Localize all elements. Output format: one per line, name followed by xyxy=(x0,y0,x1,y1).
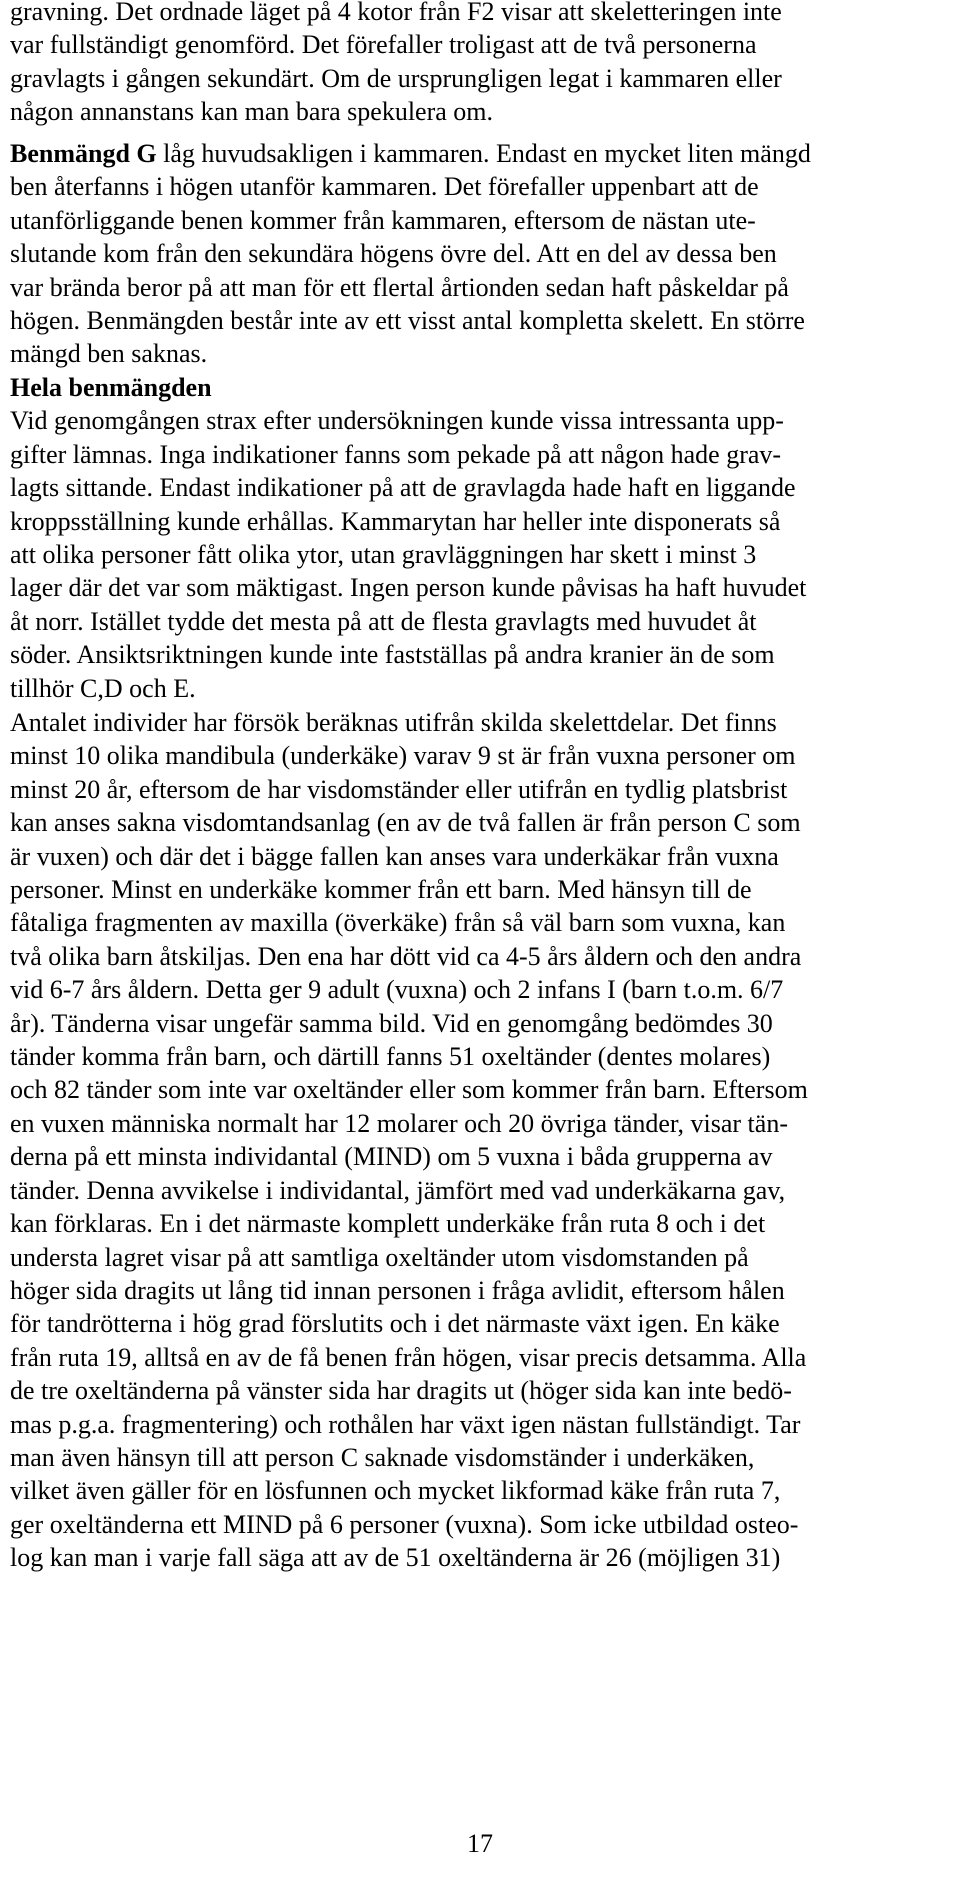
text-line: lager där det var som mäktigast. Ingen person kunde påvisas ha haft huvudet xyxy=(10,573,807,603)
text-line: att olika personer fått olika ytor, utan gravläggningen har skett i minst 3 xyxy=(10,540,757,570)
text-line: log kan man i varje fall säga att av de 51 oxeltänderna är 26 (möjligen 31) xyxy=(10,1543,781,1573)
text-line: understa lagret visar på att samtliga oxeltänder utom visdomstanden på xyxy=(10,1242,749,1272)
text-line: någon annanstans kan man bara spekulera om. xyxy=(10,97,494,127)
text-line: var brända beror på att man för ett flertal årtionden sedan haft påskeldar på xyxy=(10,272,789,302)
text-line: mas p.g.a. fragmentering) och rothålen har växt igen nästan fullständigt. Tar xyxy=(10,1409,801,1439)
text-line: år). Tänderna visar ungefär samma bild. Vid en genomgång bedömdes 30 xyxy=(10,1008,773,1038)
text-line: tänder. Denna avvikelse i individantal, jämfört med vad underkäkarna gav, xyxy=(10,1175,786,1205)
text-line: och 82 tänder som inte var oxeltänder eller som kommer från barn. Eftersom xyxy=(10,1075,808,1105)
text-line: Antalet individer har försök beräknas utifrån skilda skelettdelar. Det finns xyxy=(10,708,777,737)
text-line: fåtaliga fragmenten av maxilla (överkäke) från så väl barn som vuxna, kan xyxy=(10,908,786,938)
text-line: från ruta 19, alltså en av de få benen från högen, visar precis detsamma. Alla xyxy=(10,1342,807,1372)
text-run: låg huvudsakligen i kammaren. Endast en mycket liten mängd xyxy=(156,139,811,168)
text-line: man även hänsyn till att person C saknade visdomständer i underkäken, xyxy=(10,1442,755,1472)
text-line: kan anses sakna visdomtandsanlag (en av de två fallen är från person C som xyxy=(10,808,801,838)
text-line: lagts sittande. Endast indikationer på att de gravlagda hade haft en liggande xyxy=(10,473,796,503)
text-line: slutande kom från den sekundära högens övre del. Att en del av dessa ben xyxy=(10,239,777,269)
text-line: Vid genomgången strax efter undersökningen kunde vissa intressanta upp- xyxy=(10,406,784,436)
text-line: för tandrötterna i hög grad förslutits och i det närmaste växt igen. En käke xyxy=(10,1309,780,1339)
paragraph-1 xyxy=(10,0,960,129)
text-line: en vuxen människa normalt har 12 molarer och 20 övriga tänder, visar tän- xyxy=(10,1108,788,1138)
text-line: derna på ett minsta individantal (MIND) om 5 vuxna i båda grupperna av xyxy=(10,1142,773,1172)
text-line: de tre oxeltänderna på vänster sida har dragits ut (höger sida kan inte bedö- xyxy=(10,1376,792,1406)
paragraph-individantal xyxy=(10,706,960,1575)
section-heading: Hela benmängden xyxy=(10,373,212,402)
section-hela-benmangden xyxy=(10,371,960,705)
text-line: mängd ben saknas. xyxy=(10,339,208,369)
text-line: gravlagts i gången sekundärt. Om de ursprungligen legat i kammaren eller xyxy=(10,63,782,93)
text-line: var fullständigt genomförd. Det förefaller troligast att de två personerna xyxy=(10,30,757,60)
paragraph-benmangd-g xyxy=(10,137,960,371)
page-number: 17 xyxy=(467,1829,493,1858)
text-line: är vuxen) och där det i bägge fallen kan anses vara underkäkar från vuxna xyxy=(10,841,779,871)
text-line: personer. Minst en underkäke kommer från ett barn. Med hänsyn till de xyxy=(10,875,752,905)
text-line: höger sida dragits ut lång tid innan personen i fråga avlidit, eftersom hålen xyxy=(10,1275,785,1305)
text-line: ben återfanns i högen utanför kammaren. Det förefaller uppenbart att de xyxy=(10,172,759,202)
text-line: minst 20 år, eftersom de har visdomständer eller utifrån en tydlig platsbrist xyxy=(10,774,788,804)
text-line: minst 10 olika mandibula (underkäke) varav 9 st är från vuxna personer om xyxy=(10,741,796,771)
text-line: gifter lämnas. Inga indikationer fanns som pekade på att någon hade grav- xyxy=(10,439,782,469)
text-line: ger oxeltänderna ett MIND på 6 personer (vuxna). Som icke utbildad osteo- xyxy=(10,1509,799,1539)
text-line: utanförliggande benen kommer från kammaren, eftersom de nästan ute- xyxy=(10,205,756,235)
text-line: åt norr. Istället tydde det mesta på att de flesta gravlagts med huvudet åt xyxy=(10,606,757,636)
text-line: söder. Ansiktsriktningen kunde inte fastställas på andra kranier än de som xyxy=(10,640,775,670)
text-line: vilket även gäller för en lösfunnen och mycket likformad käke från ruta 7, xyxy=(10,1476,781,1506)
text-line: två olika barn åtskiljas. Den ena har dött vid ca 4-5 års åldern och den andra xyxy=(10,941,802,971)
text-line: kan förklaras. En i det närmaste komplett underkäke från ruta 8 och i det xyxy=(10,1209,766,1239)
text-line: kroppsställning kunde erhållas. Kammarytan har heller inte disponerats så xyxy=(10,506,781,536)
text-line: tillhör C,D och E. xyxy=(10,673,196,703)
bold-lead-term: Benmängd G xyxy=(10,139,157,168)
text-line xyxy=(10,137,960,170)
text-line: gravning. Det ordnade läget på 4 kotor från F2 visar att skeletteringen inte xyxy=(10,0,782,26)
text-line: tänder komma från barn, och därtill fanns 51 oxeltänder (dentes molares) xyxy=(10,1042,771,1072)
text-line: högen. Benmängden består inte av ett visst antal kompletta skelett. En större xyxy=(10,306,805,336)
text-line: vid 6-7 års åldern. Detta ger 9 adult (vuxna) och 2 infans I (barn t.o.m. 6/7 xyxy=(10,975,784,1005)
